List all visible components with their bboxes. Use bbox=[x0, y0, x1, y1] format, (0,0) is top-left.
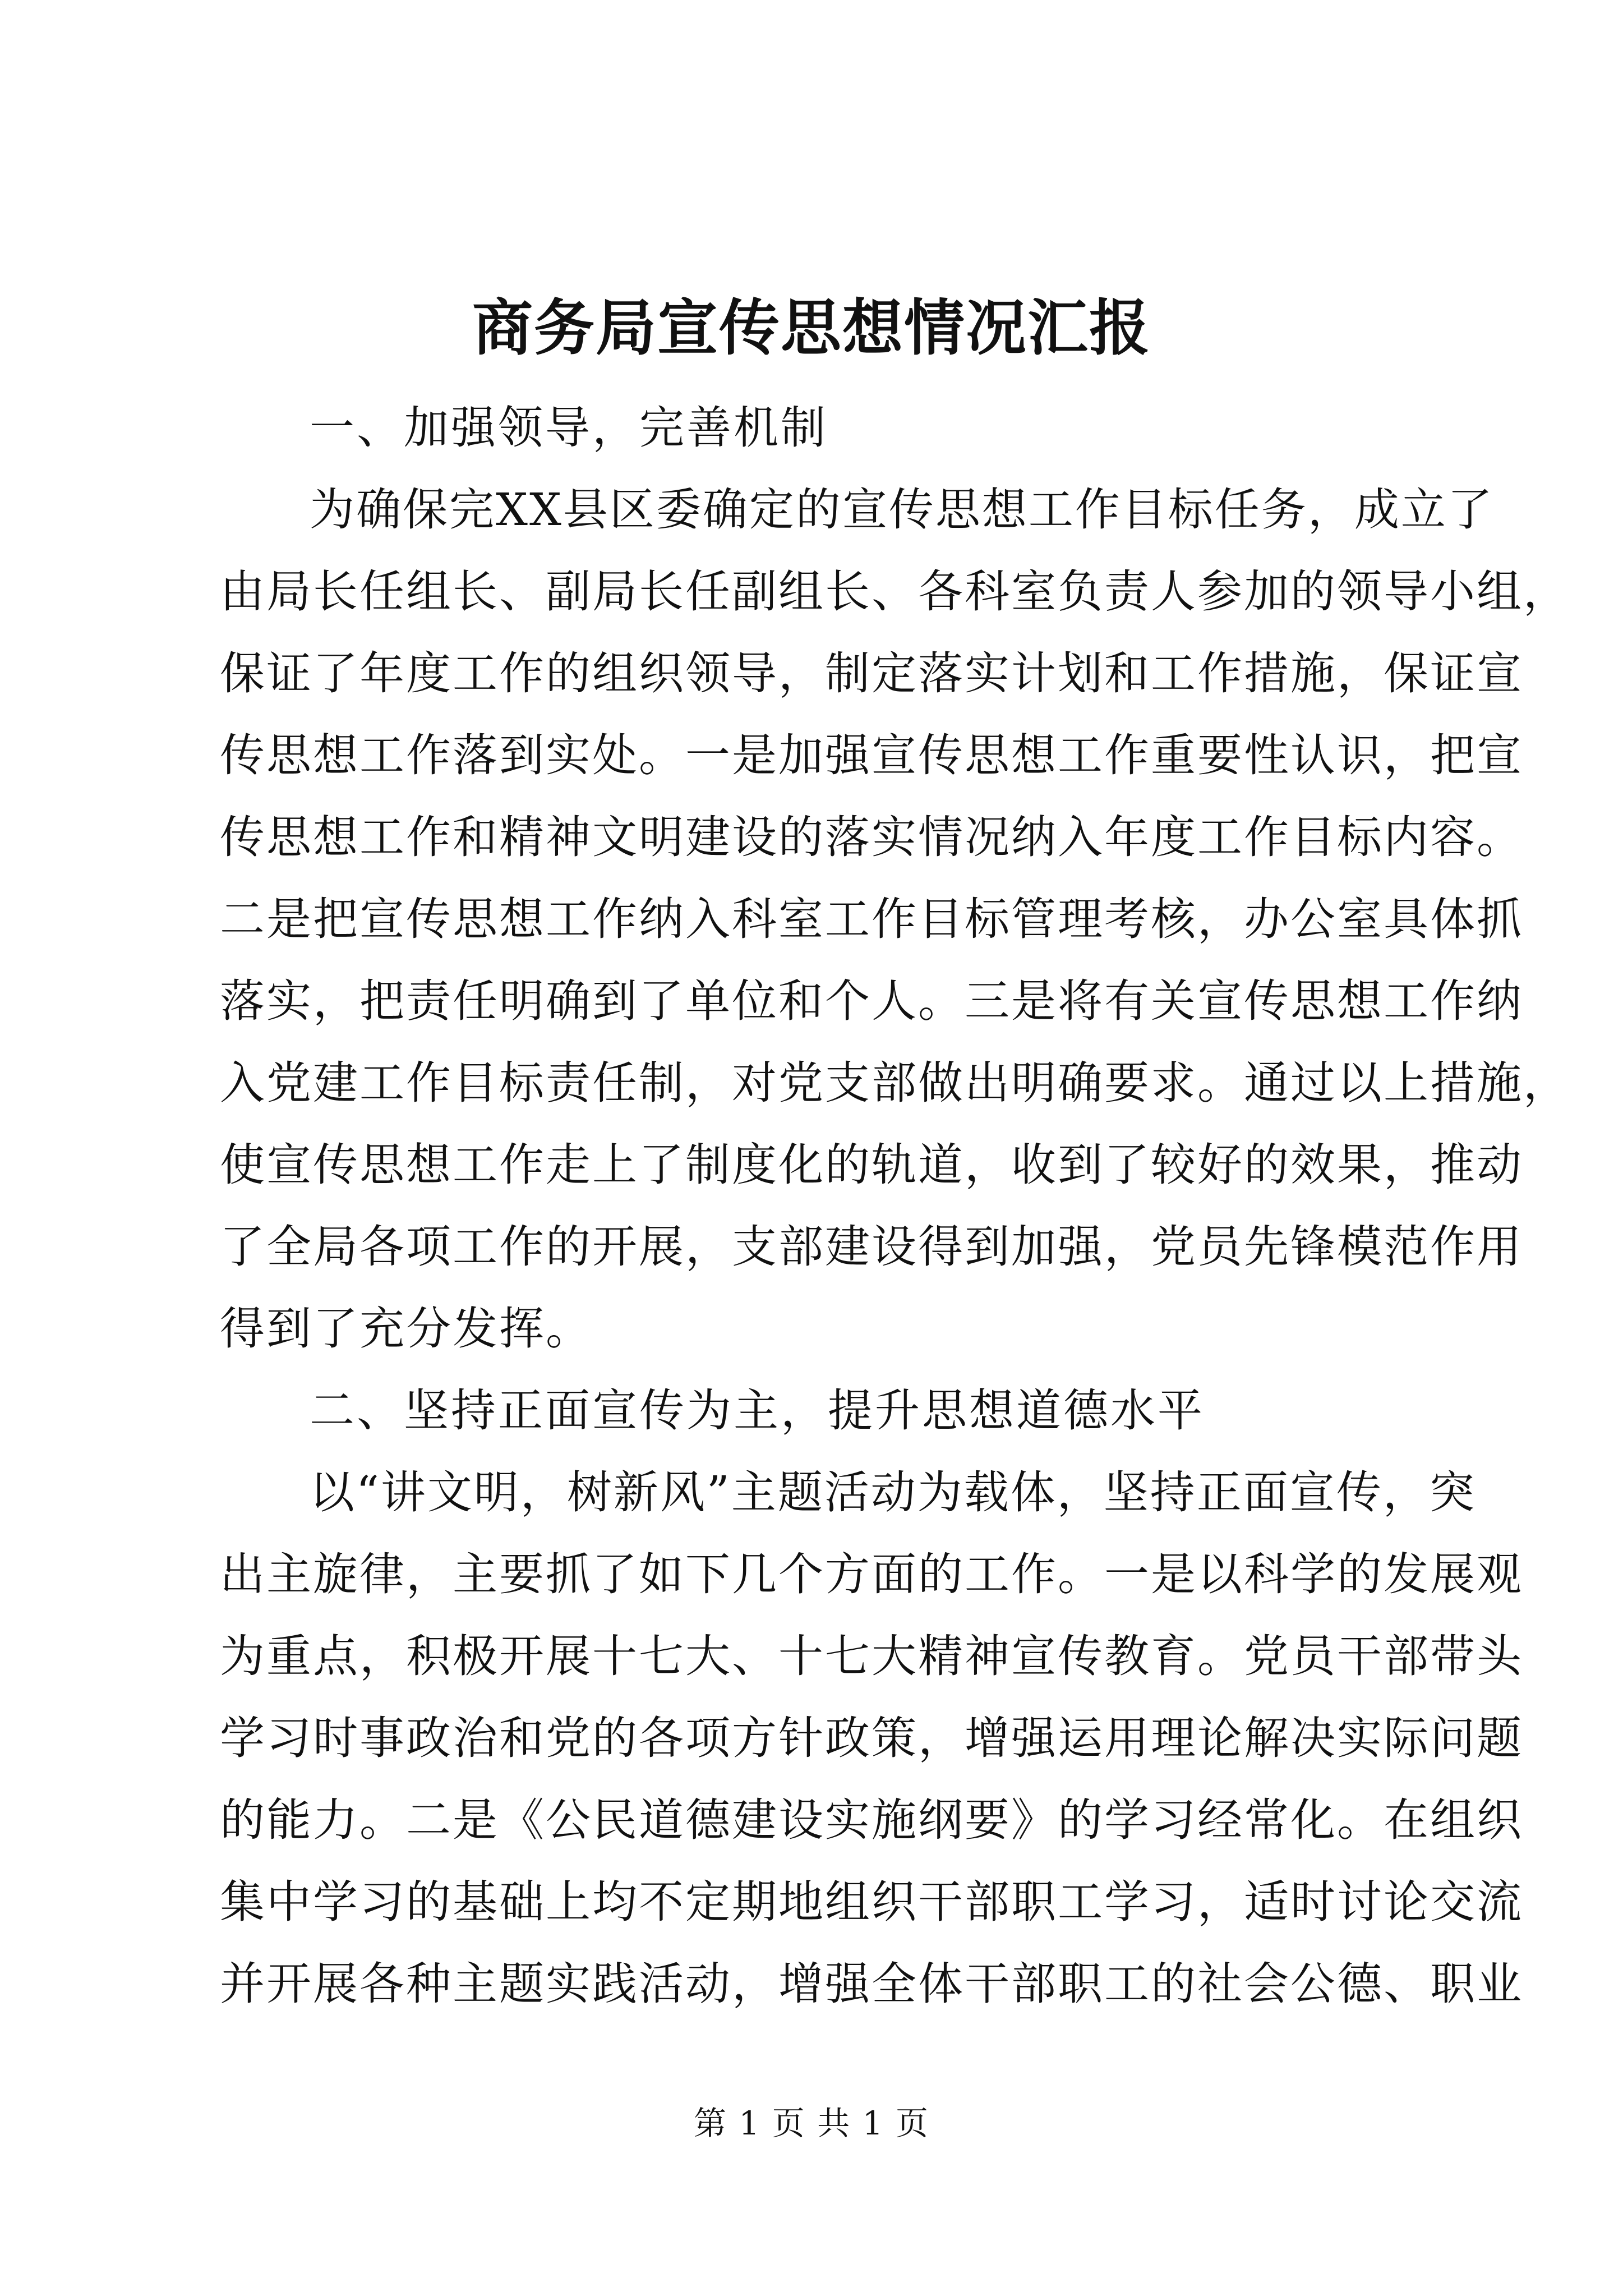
page-footer: 第 1 页 共 1 页 bbox=[694, 2104, 929, 2142]
section-heading-2: 二、坚持正面宣传为主，提升思想道德水平 bbox=[310, 1384, 1205, 1437]
paragraph-line: 出主旋律，主要抓了如下几个方面的工作。一是以科学的发展观 bbox=[220, 1548, 1523, 1600]
paragraph-line: 为重点，积极开展十七大、十七大精神宣传教育。党员干部带头 bbox=[220, 1630, 1523, 1682]
paragraph-line: 落实，把责任明确到了单位和个人。三是将有关宣传思想工作纳 bbox=[220, 975, 1523, 1027]
paragraph-line: 得到了充分发挥。 bbox=[220, 1303, 592, 1355]
document-body bbox=[220, 387, 1570, 2025]
paragraph-line: 学习时事政治和党的各项方针政策，增强运用理论解决实际问题 bbox=[220, 1712, 1523, 1764]
paragraph-line: 入党建工作目标责任制，对党支部做出明确要求。通过以上措施， bbox=[220, 1057, 1570, 1109]
paragraph-line: 保证了年度工作的组织领导，制定落实计划和工作措施，保证宣 bbox=[220, 647, 1523, 700]
paragraph-line: 的能力。二是《公民道德建设实施纲要》的学习经常化。在组织 bbox=[220, 1794, 1523, 1846]
paragraph-line: 以“讲文明，树新风”主题活动为载体，坚持正面宣传，突 bbox=[310, 1466, 1476, 1519]
paragraph-line: 使宣传思想工作走上了制度化的轨道，收到了较好的效果，推动 bbox=[220, 1139, 1523, 1191]
paragraph-line: 传思想工作落到实处。一是加强宣传思想工作重要性认识，把宣 bbox=[220, 729, 1523, 781]
document-title: 商务局宣传思想情况汇报 bbox=[472, 293, 1151, 364]
paragraph-line: 集中学习的基础上均不定期地组织干部职工学习，适时讨论交流 bbox=[220, 1876, 1523, 1928]
section-heading-1: 一、加强领导，完善机制 bbox=[310, 402, 828, 454]
paragraph-line: 由局长任组长、副局长任副组长、各科室负责人参加的领导小组， bbox=[220, 565, 1570, 618]
paragraph-line: 二是把宣传思想工作纳入科室工作目标管理考核，办公室具体抓 bbox=[220, 893, 1523, 945]
paragraph-line: 并开展各种主题实践活动，增强全体干部职工的社会公德、职业 bbox=[220, 1958, 1523, 2010]
paragraph-line: 为确保完XX县区委确定的宣传思想工作目标任务，成立了 bbox=[310, 484, 1494, 536]
paragraph-line: 传思想工作和精神文明建设的落实情况纳入年度工作目标内容。 bbox=[220, 811, 1523, 863]
paragraph-line: 了全局各项工作的开展，支部建设得到加强，党员先锋模范作用 bbox=[220, 1221, 1523, 1273]
